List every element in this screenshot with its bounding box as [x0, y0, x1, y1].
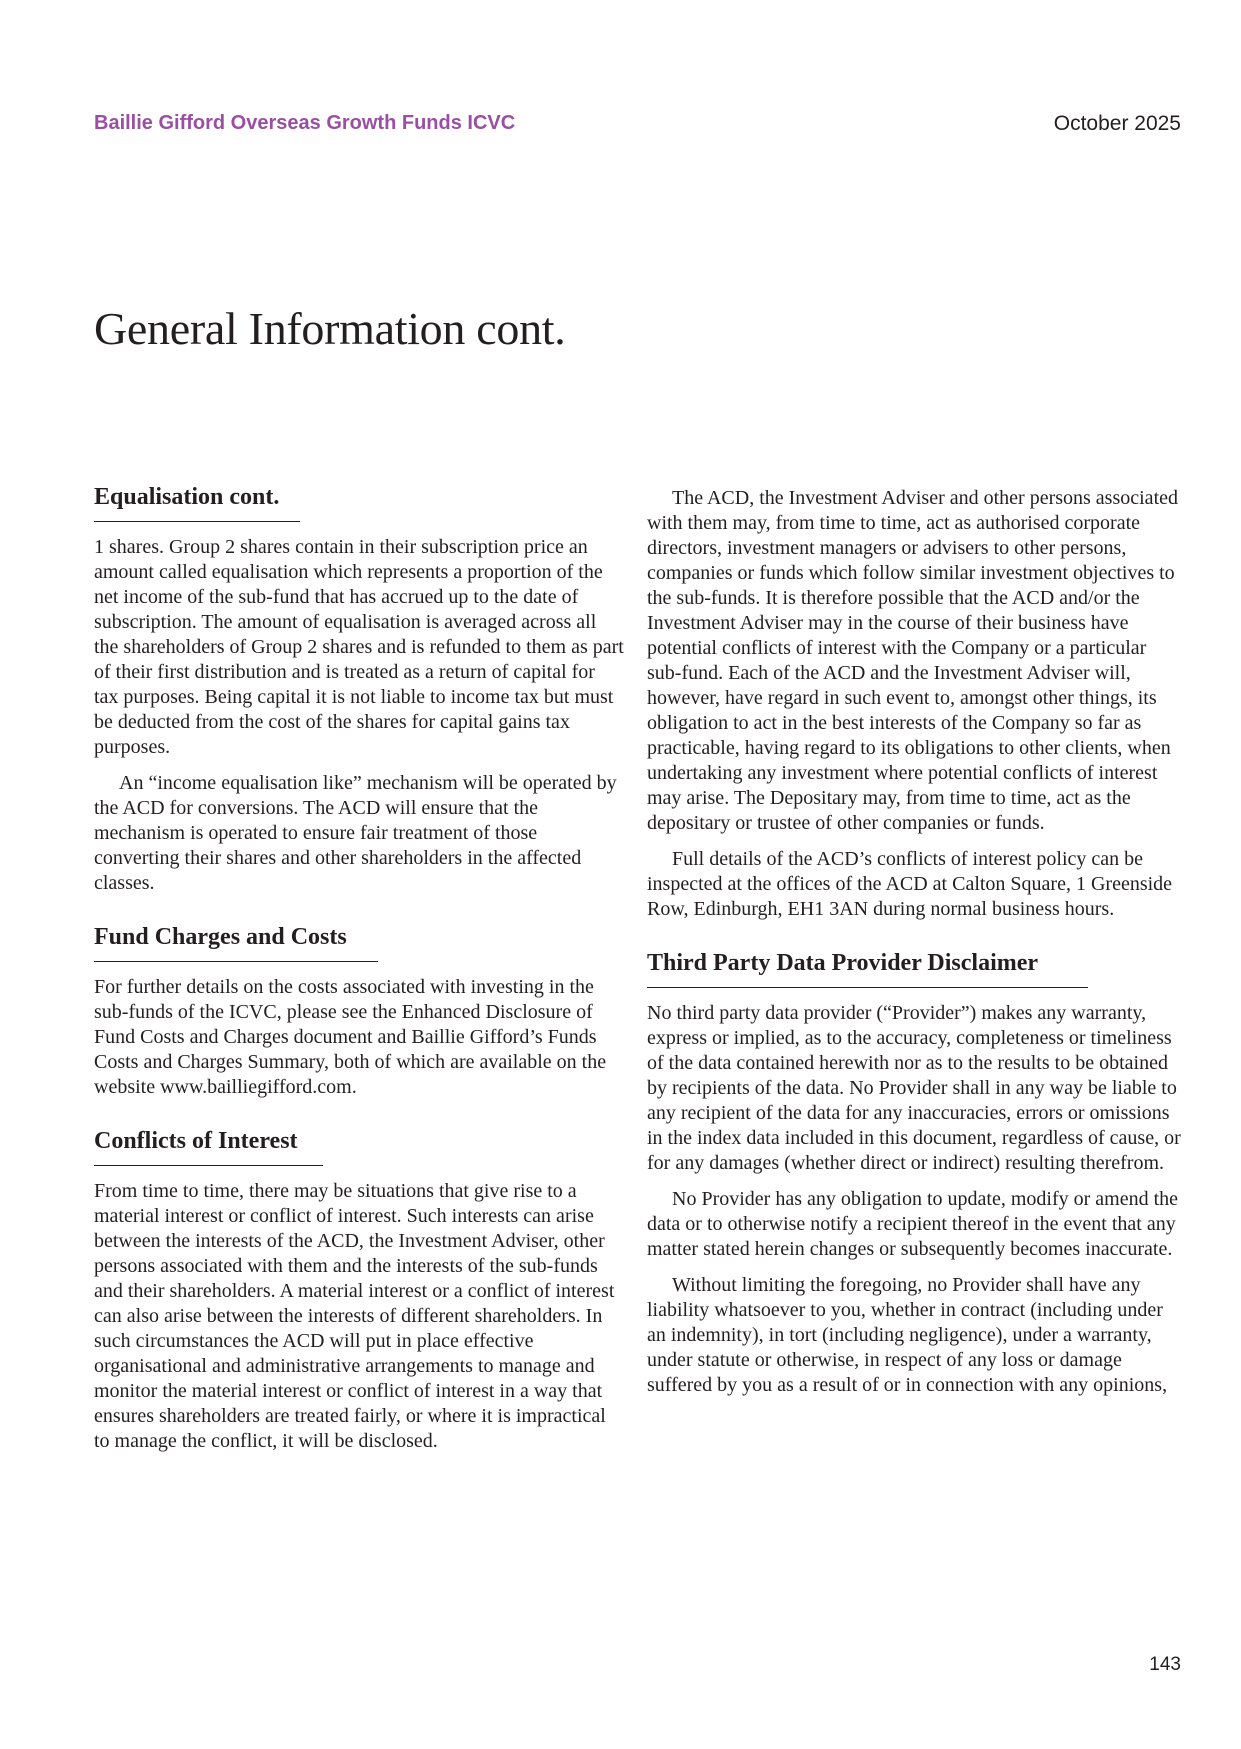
- disclaimer-paragraph-1: No third party data provider (“Provider”) makes any warranty, express or implied, as to the accuracy, completeness or timeliness of the data contained herewith nor as to the results to be obtained by recipients of the data. No Provider shall in any way be liable to any recipient of the data for any inaccuracies, errors or omissions in the index data included in this document, regardless of cause, or for any damages (whether direct or indirect) resulting therefrom.: [647, 1002, 1181, 1174]
- right-column: [647, 486, 1182, 1409]
- equalisation-paragraph-2: An “income equalisation like” mechanism will be operated by the ACD for conversions. The ACD will ensure that the mechanism is operated to ensure fair treatment of those converting their shares and other shareholders in the affected classes.: [94, 772, 617, 894]
- disclaimer-paragraph-2: No Provider has any obligation to update, modify or amend the data or to otherwise notify a recipient thereof in the event that any matter stated herein changes or subsequently becomes inaccurate.: [647, 1188, 1179, 1260]
- heading-rule: [94, 1165, 323, 1166]
- page-title: General Information cont.: [94, 303, 566, 354]
- conflicts-continued-paragraph-1: The ACD, the Investment Adviser and other persons associated with them may, from time to time, act as authorised corporate directors, investment managers or advisers to other persons, companies or funds which follow similar investment objectives to the sub-funds. It is therefore possible that the ACD and/or the Investment Adviser may in the course of their business have potential conflicts of interest with the Company or a particular sub-fund. Each of the ACD and the Investment Adviser will, however, have regard in such event to, amongst other things, its obligation to act in the best interests of the Company so far as practicable, having regard to its obligations to other clients, when undertaking any investment where potential conflicts of interest may arise. The Depositary may, from time to time, act as the depositary or trustee of other companies or funds.: [647, 487, 1178, 834]
- conflicts-section: [94, 1126, 624, 1454]
- fund-charges-paragraph: For further details on the costs associated with investing in the sub-funds of the ICVC, please see the Enhanced Disclosure of Fund Costs and Charges document and Baillie Gifford’s Funds Costs and Charges Summary, both of which are available on the website www.bailliegifford.com.: [94, 976, 607, 1098]
- report-date: October 2025: [1053, 112, 1181, 135]
- equalisation-heading: Equalisation cont.: [94, 484, 280, 510]
- disclaimer-section: [647, 948, 1182, 1398]
- fund-charges-section: [94, 922, 624, 1100]
- disclaimer-paragraph-3: Without limiting the foregoing, no Provider shall have any liability whatsoever to you, whether in contract (including under an indemnity), in tort (including negligence), under a warranty, under statute or otherwise, in respect of any loss or damage suffered by you as a result of or in connection with any opinions,: [647, 1274, 1168, 1396]
- disclaimer-heading: Third Party Data Provider Disclaimer: [647, 950, 1039, 976]
- heading-rule: [94, 521, 300, 522]
- equalisation-section: [94, 482, 624, 896]
- conflicts-paragraph: From time to time, there may be situations that give rise to a material interest or conflict of interest. Such interests can arise between the interests of the ACD, the Investment Adviser, other persons associated with them and the interests of the sub-funds and their shareholders. A material interest or a conflict of interest can also arise between the interests of different shareholders. In such circumstances the ACD will put in place effective organisational and administrative arrangements to manage and monitor the material interest or conflict of interest in a way that ensures shareholders are treated fairly, or where it is impractical to manage the conflict, it will be disclosed.: [94, 1180, 615, 1452]
- equalisation-paragraph-1: 1 shares. Group 2 shares contain in their subscription price an amount called equalisation which represents a proportion of the net income of the sub-fund that has accrued up to the date of subscription. The amount of equalisation is averaged across all the shareholders of Group 2 shares and is refunded to them as part of their first distribution and is treated as a return of capital for tax purposes. Being capital it is not liable to income tax but must be deducted from the cost of the shares for capital gains tax purposes.: [94, 536, 624, 758]
- left-column: [94, 482, 624, 1465]
- heading-rule: [94, 961, 378, 962]
- fund-charges-heading: Fund Charges and Costs: [94, 924, 347, 950]
- heading-rule: [647, 987, 1088, 988]
- page-number: 143: [1149, 1654, 1181, 1675]
- conflicts-continued-section: [647, 486, 1182, 922]
- fund-name-header: Baillie Gifford Overseas Growth Funds ICVC: [94, 112, 516, 134]
- conflicts-continued-paragraph-2: Full details of the ACD’s conflicts of interest policy can be inspected at the offices of the ACD at Calton Square, 1 Greenside Row, Edinburgh, EH1 3AN during normal business hours.: [647, 848, 1173, 920]
- conflicts-heading: Conflicts of Interest: [94, 1128, 298, 1154]
